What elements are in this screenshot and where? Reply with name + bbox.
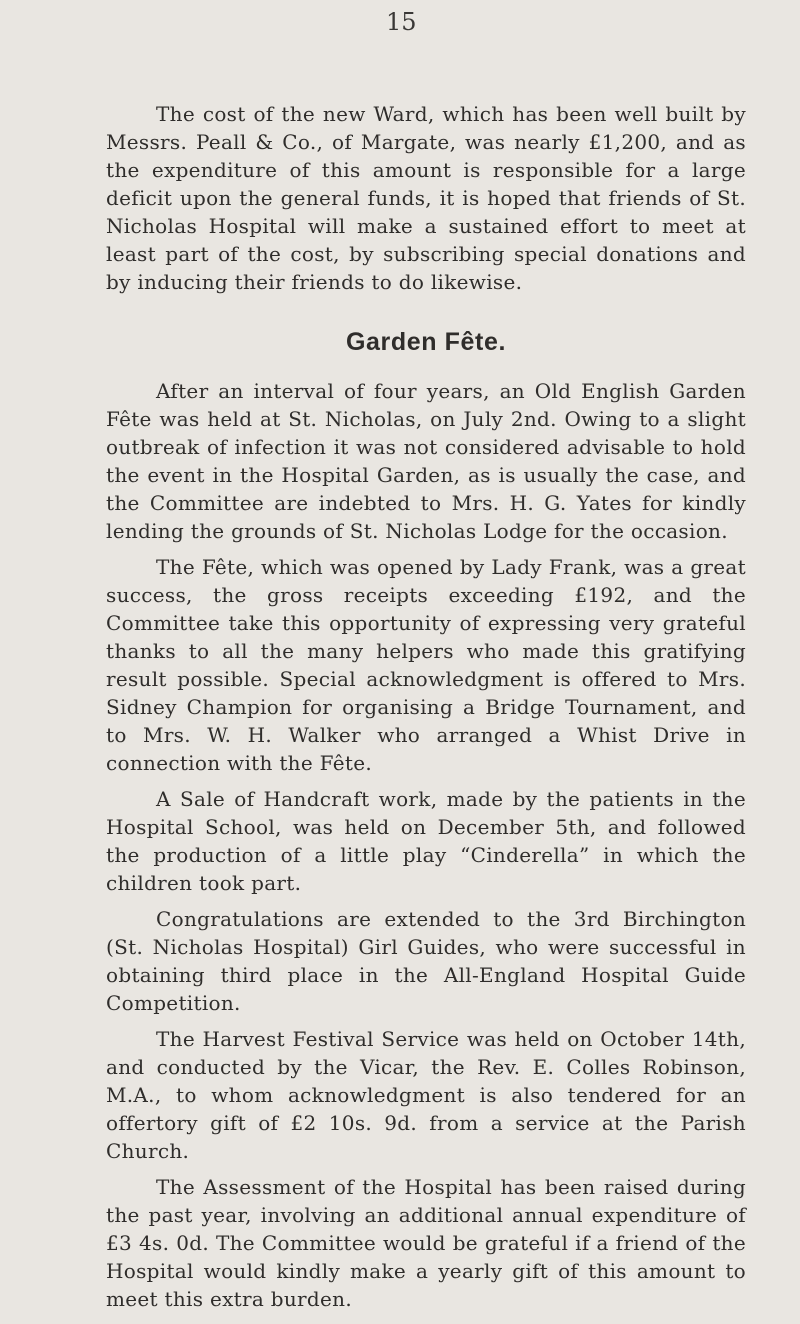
paragraph-fete-intro: After an interval of four years, an Old English Garden Fête was held at St. Nicholas, on July 2nd. Owing to a slight outbreak of infection it was not considered advisable to hold the event in the Hospital Garden, as is usually the case, and the Committee are indebted to Mrs. H. G. Yates for kindly lending the grounds of St. Nicholas Lodge for the occasion. — [106, 379, 746, 543]
paragraph-harvest-festival: The Harvest Festival Service was held on October 14th, and conducted by the Vicar, the Rev. E. Colles Robinson, M.A., to whom acknowledgment is also tendered for an offertory gift of £2 10s. 9d. from a service at the Parish Church. — [106, 1027, 746, 1163]
intro-paragraph: The cost of the new Ward, which has been well built by Messrs. Peall & Co., of Margate, was nearly £1,200, and as the expenditure of this amount is responsible for a large deficit upon the general funds, it is hoped that friends of St. Nicholas Hospital will make a sustained effort to meet at least part of the cost, by subscribing special donations and by inducing their friends to do likewise. — [106, 102, 746, 294]
page-number: 15 — [386, 8, 417, 36]
paragraph-assessment: The Assessment of the Hospital has been raised during the past year, involving an additional annual expenditure of £3 4s. 0d. The Committee would be grateful if a friend of the Hospital would kindly make a yearly gift of this amount to meet this extra burden. — [106, 1175, 746, 1311]
paragraph-handcraft-sale: A Sale of Handcraft work, made by the patients in the Hospital School, was held on December 5th, and followed the production of a little play “Cinderella” in which the children took part. — [106, 787, 746, 895]
page-content — [106, 100, 746, 1313]
section-heading: Garden Fête. — [345, 328, 507, 356]
paragraph-fete-success: The Fête, which was opened by Lady Frank, was a great success, the gross receipts exceeding £192, and the Committee take this opportunity of expressing very grateful thanks to all the many helpers who made this gratifying result possible. Special acknowledgment is offered to Mrs. Sidney Champion for organising a Bridge Tournament, and to Mrs. W. H. Walker who arranged a Whist Drive in connection with the Fête. — [106, 555, 746, 775]
paragraph-girl-guides: Congratulations are extended to the 3rd Birchington (St. Nicholas Hospital) Girl Guides, who were successful in obtaining third place in the All-England Hospital Guide Competition. — [106, 907, 746, 1015]
